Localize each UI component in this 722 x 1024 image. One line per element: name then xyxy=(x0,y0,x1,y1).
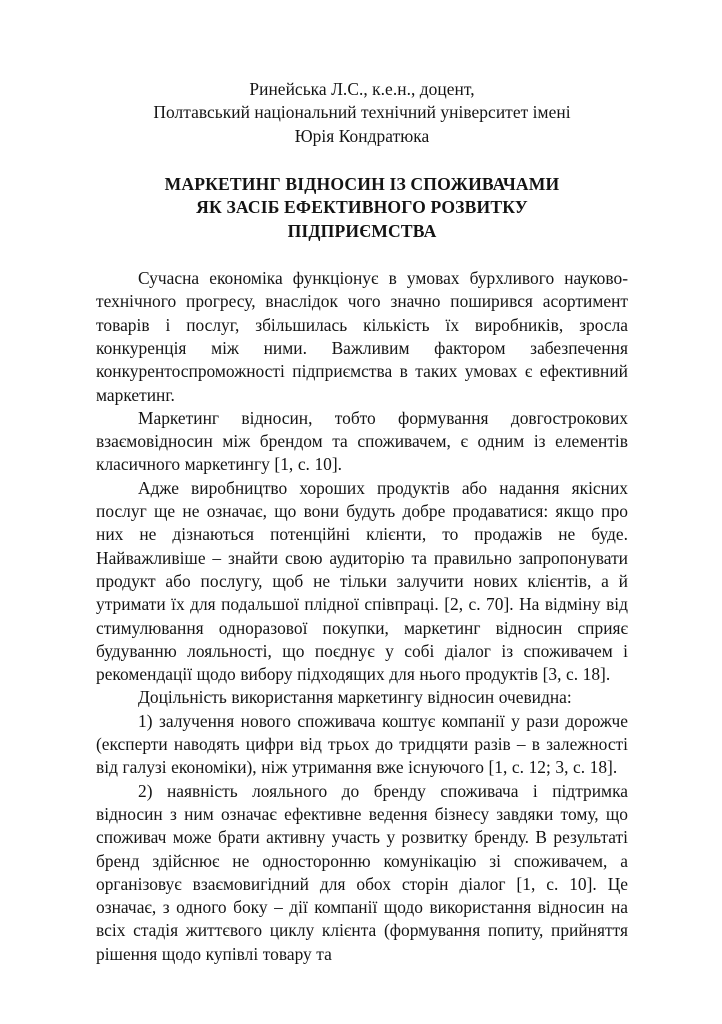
title-line-2: ЯК ЗАСІБ ЕФЕКТИВНОГО РОЗВИТКУ xyxy=(196,197,528,218)
page-title xyxy=(96,173,628,243)
paragraph-list-item-2: 2) наявність лояльного до бренду споживача і підтримка відносин з ним означає ефективне ведення бізнесу завдяки тому, що споживач може брати активну участь у розвитку бренду. В результаті бренд здійснює не односторонню комунікацію зі споживачем, а організовує взаємовигідний для обох сторін діалог [1, с. 10]. Це означає, з одного боку – дії компанії щодо використання відносин на всіх стадія життєвого циклу клієнта (формування попиту, прийняття рішення щодо купівлі товару та xyxy=(96,780,628,964)
title-line-1: МАРКЕТИНГ ВІДНОСИН ІЗ СПОЖИВАЧАМИ xyxy=(164,173,560,194)
author-name: Ринейська Л.С., к.е.н., доцент, xyxy=(249,79,475,99)
page-content xyxy=(96,78,628,966)
paragraph-relationship-marketing: Маркетинг відносин, тобто формування довгострокових взаємовідносин між брендом та споживачем, є одним із елементів класичного маркетингу [1, с. 10]. xyxy=(96,407,628,475)
body-text xyxy=(96,267,628,966)
paragraph-list-item-1: 1) залучення нового споживача коштує компанії у рази дорожче (експерти наводять цифри від трьох до тридцяти разів – в залежності від галузі економіки), ніж утримання вже існуючого [1, с. 12; 3, с. 18]. xyxy=(96,710,628,778)
affiliation-line-2: Юрія Кондратюка xyxy=(294,125,430,146)
title-line-3: ПІДПРИЄМСТВА xyxy=(287,220,437,241)
affiliation-line-1: Полтавський національний технічний університет імені xyxy=(153,102,571,123)
paragraph-intro: Сучасна економіка функціонує в умовах бурхливого науково-технічного прогресу, внаслідок чого значно поширився асортимент товарів і послуг, збільшилась кількість їх виробників, зросла конкуренція між ними. Важливим фактором забезпечення конкурентоспроможності підприємства в таких умовах є ефективний маркетинг. xyxy=(96,268,628,405)
author-affiliation-block xyxy=(96,78,628,148)
paragraph-production-quality: Адже виробництво хороших продуктів або надання якісних послуг ще не означає, що вони будуть добре продаватися: якщо про них не дізнаються потенційні клієнти, то продажів не буде. Найважливіше – знайти свою аудиторію та правильно запропонувати продукт або послугу, щоб не тільки залучити нових клієнтів, а й утримати їх для подальшої плідної співпраці. [2, с. 70]. На відміну від стимулювання одноразової покупки, маркетинг відносин сприяє будуванню лояльності, що поєднує у собі діалог із споживачем і рекомендації щодо вибору підходящих для нього продуктів [3, с. 18]. xyxy=(96,477,628,685)
paragraph-expediency-lead: Доцільність використання маркетингу відносин очевидна: xyxy=(138,687,572,708)
